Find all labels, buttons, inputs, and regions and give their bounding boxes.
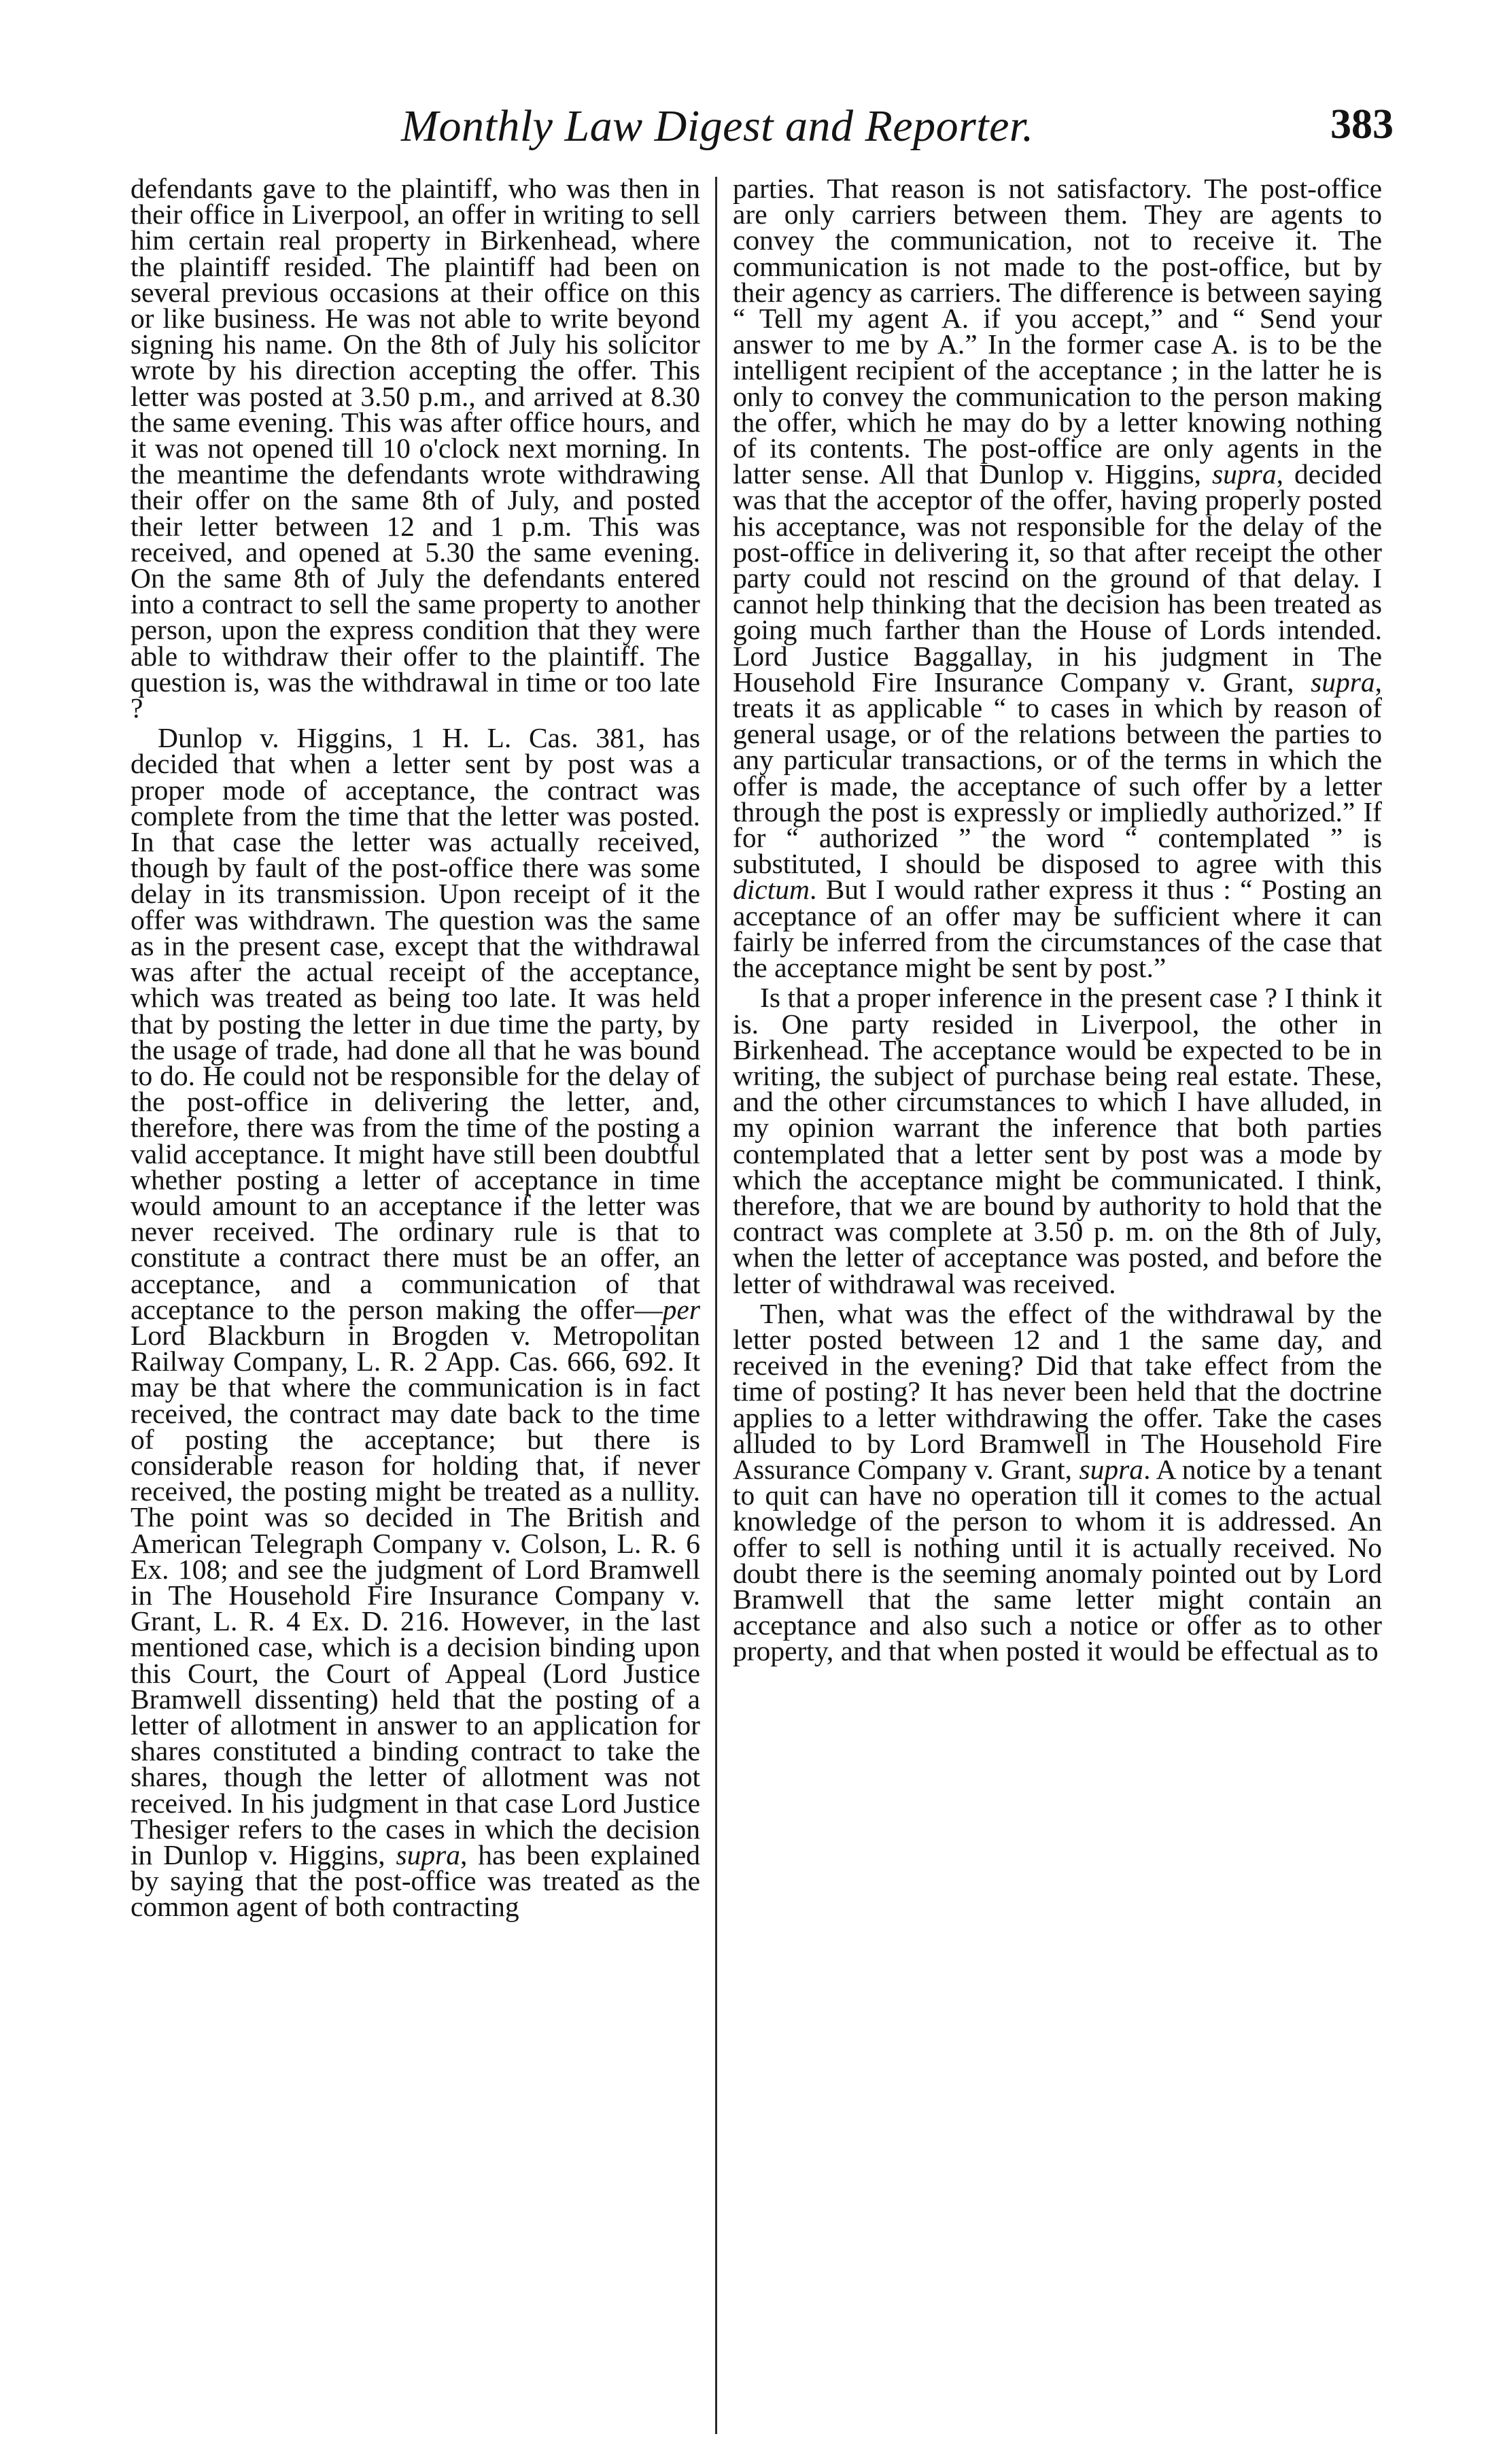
left-paragraph-1: defendants gave to the plaintiff, who was then in their office in Liverpool, an offer in writing to sell him certain real property in Birkenhead, where the plaintiff resided. The plaintiff had been on several previous occasions at their office on this or like business. He was not able to write beyond signing his name. On the 8th of July his solicitor wrote by his direction accepting the offer. This letter was posted at 3.50 p.m., and arrived at 8.30 the same evening. This was after office hours, and it was not opened till 10 o'clock next morning. In the meantime the defendants wrote withdrawing their offer on the same 8th of July, and posted their letter between 12 and 1 p.m. This was received, and opened at 5.30 the same evening. On the same 8th of July the defendants entered into a contract to sell the same property to another person, upon the express condition that they were able to withdraw their offer to the plaintiff. The question is, was the withdrawal in time or too late ? <box>131 175 700 724</box>
text-run: parties. That reason is not satisfactory. The post-office are only carriers between them. They are agents to convey the communication, not to receive it. The communication is not made to the post-office, but by their agency as carriers. The difference is between saying “ Tell my agent A. if you accept,” and “ Send your answer to me by A.” In the former case A. is to be the intelligent recipient of the acceptance ; in the latter he is only to convey the communication to the person making the offer, which he may do by a letter knowing nothing of its contents. The post-office are only agents in the latter sense. All that Dunlop v. Higgins, <box>733 175 1382 490</box>
running-title: Monthly Law Digest and Reporter. <box>401 101 1034 151</box>
left-paragraph-2 <box>131 722 700 1923</box>
text-run: Dunlop v. Higgins, 1 H. L. Cas. 381, has decided that when a letter sent by post was a proper mode of acceptance, the contract was complete from the time that the letter was posted. In that case the letter was actually received, though by fault of the post-office there was some delay in its transmission. Upon receipt of it the offer was withdrawn. The question was the same as in the present case, except that the withdrawal was after the actual receipt of the acceptance, which was treated as being too late. It was held that by posting the letter in due time the party, by the usage of trade, had done all that he was bound to do. He could not be responsible for the delay of the post-office in delivering the letter, and, therefore, there was from the time of the posting a valid acceptance. It might have still been doubtful whether posting a letter of acceptance in time would amount to an acceptance if the letter was never received. The ordinary rule is that to constitute a contract there must be an offer, an acceptance, and a communication of that acceptance to the person making the offer— <box>131 722 700 1325</box>
text-run: Lord Blackburn in Brogden v. Metropolitan Railway Company, L. R. 2 App. Cas. 666, 692. It may be that where the communication is in fact received, the contract may date back to the time of posting the acceptance; but there is considerable reason for holding that, if never received, the posting might be treated as a nullity. The point was so decided in The British and American Telegraph Company v. Colson, L. R. 6 Ex. 108; and see the judgment of Lord Bramwell in The Household Fire Insurance Company v. Grant, L. R. 4 Ex. D. 216. However, in the last mentioned case, which is a decision binding upon this Court, the Court of Appeal (Lord Justice Bramwell dissenting) held that the posting of a letter of allotment in answer to an application for shares constituted a binding contract to take the shares, though the letter of allotment was not received. In his judgment in that case Lord Justice Thesiger refers to the cases in which the decision in Dunlop v. Higgins, <box>131 1319 700 1870</box>
text-run: , has been explained by saying that the post-office was treated as the common agent of both contracting <box>131 1839 700 1923</box>
right-paragraph-2: Is that a proper inference in the present case ? I think it is. One party resided in Liverpool, the other in Birkenhead. The acceptance would be expected to be in writing, the subject of purchase being real estate. These, and the other circumstances to which I have alluded, in my opinion warrant the inference that both parties contemplated that a letter sent by post was a mode by which the acceptance might be communicated. I think, therefore, that we are bound by authority to hold that the contract was complete at 3.50 p. m. on the 8th of July, when the letter of acceptance was posted, and before the letter of withdrawal was received. <box>733 982 1382 1299</box>
right-column <box>733 175 1382 2440</box>
text-run: . But I would rather express it thus : “ Posting an acceptance of an offer may be sufficient where it can fairly be inferred from the circumstances of the case that the acceptance might be sent by post.” <box>733 874 1382 984</box>
text-run: , treats it as applicable “ to cases in which by reason of general usage, or of the relations between the parties to any particular transactions, or of the terms in which the offer is made, the acceptance of such offer by a letter through the post is expressly or impliedly authorized.” If for “ authorized ” the word “ contemplated ” is substituted, I should be disposed to agree with this <box>733 666 1382 880</box>
left-column <box>131 175 700 2440</box>
page-number: 383 <box>1330 101 1394 148</box>
italic-citation: supra <box>1079 1453 1144 1485</box>
right-paragraph-3 <box>733 1297 1382 1667</box>
italic-citation: supra <box>1212 458 1277 490</box>
text-run: . A notice by a tenant to quit can have no operation till it comes to the actual knowledge of the person to whom it is addressed. An offer to sell is nothing until it is actually received. No doubt there is the seeming anomaly pointed out by Lord Bramwell that the same letter might contain an acceptance and also such a notice or offer as to other property, and that when posted it would be effectual as to <box>733 1453 1382 1667</box>
text-run: , decided was that the acceptor of the offer, having properly posted his acceptance, was not responsible for the delay of the post-office in delivering it, so that after receipt the other party could not rescind on the ground of that delay. I cannot help thinking that the decision has been treated as going much farther than the House of Lords intended. Lord Justice Baggallay, in his judgment in The Household Fire Insurance Company v. Grant, <box>733 458 1382 698</box>
italic-citation: supra <box>1311 666 1375 698</box>
italic-citation: supra <box>396 1839 461 1870</box>
text-run: Then, what was the effect of the withdrawal by the letter posted between 12 and 1 the same day, and received in the evening? Did that take effect from the time of posting? It has never been held that the doctrine applies to a letter withdrawing the offer. Take the cases alluded to by Lord Bramwell in The Household Fire Assurance Company v. Grant, <box>733 1297 1382 1485</box>
italic-citation: per <box>662 1293 700 1325</box>
right-paragraph-1 <box>733 175 1382 984</box>
italic-term: dictum <box>733 874 810 906</box>
running-head <box>401 101 1394 162</box>
column-divider <box>715 177 717 2434</box>
